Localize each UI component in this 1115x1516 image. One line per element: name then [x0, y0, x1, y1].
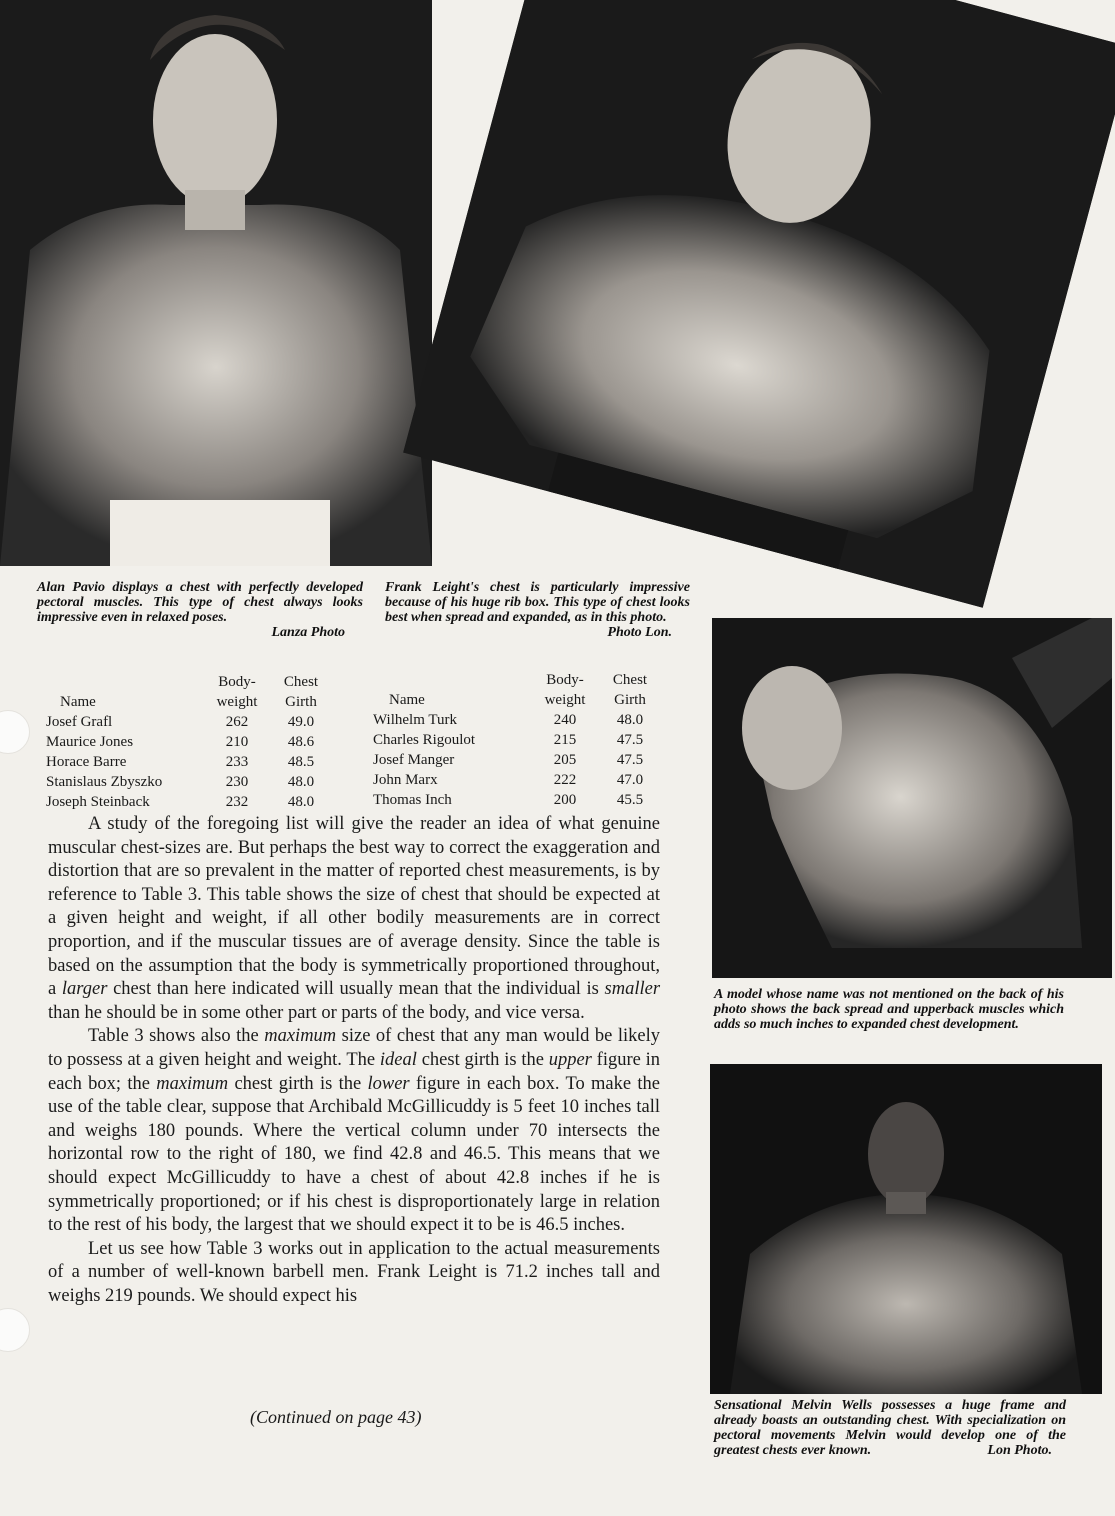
paragraph-1: A study of the foregoing list will give the reader an idea of what genuine muscular chest-sizes are. But perhaps the best way to correct the exaggeration and distortion that are so prevalent in the matter of reported chest measurements, is by reference to Table 3. This table shows the size of chest that should be expected at a given height and weight, if all other bodily measurements are in correct proportion, and if the muscular tissues are of average density. Since the table is based on the assumption that the body is symmetrically proportioned throughout, a larger chest than here indicated will usually mean that the individual is smaller than he should be in some other part or parts of the body, and vice versa.: [48, 814, 661, 1023]
caption-back-model: A model whose name was not mentioned on the back of his photo shows the back spread and upperback muscles which adds so much inches to expanded chest development.: [714, 987, 1064, 1032]
credit-lanza-photo: Lanza Photo: [271, 625, 345, 640]
paragraph-3: Let us see how Table 3 works out in application to the actual measurements of a number of well-known barbell men. Frank Leight is 71.2 inches tall and weighs 219 pounds. We should expect his: [48, 1238, 660, 1306]
continued-note: (Continued on page 43): [250, 1407, 422, 1427]
table-row: Stanislaus Zbyszko 230 48.0: [46, 774, 315, 790]
credit-photo-lon: Photo Lon.: [607, 625, 672, 640]
paragraph-2: Table 3 shows also the maximum size of chest that any man would be likely to possess at a given height and weight. The ideal chest girth is the upper figure in each box; the maximum chest girth is the lower figure in each box. To make the use of the table clear, suppose that Archibald McGillicuddy is 5 feet 10 inches tall and weighs 180 pounds. Where the vertical column under 70 intersects the horizontal row to the right of 180, we find 42.8 and 46.5. This means that we should expect McGillicuddy to have a chest of about 42.8 inches if he is symmetrically proportioned; or if his chest is disproportionately large in relation to the rest of his body, the largest that we should expect it to be is 46.5 inches.: [48, 1026, 661, 1236]
table-row: John Marx 222 47.0: [373, 772, 644, 788]
credit-lon-photo: Lon Photo.: [987, 1443, 1052, 1458]
header-chest-bottom: Girth: [285, 694, 317, 710]
table-row: Wilhelm Turk 240 48.0: [373, 712, 644, 728]
punch-hole-middle: [0, 710, 30, 754]
header-bodyweight-top: Body-: [218, 674, 256, 690]
caption-melvin-wells: Sensational Melvin Wells possesses a huge frame and already boasts an outstanding chest. With specialization on pectoral movements Melvin would develop one of the greatest chests ever known. Lon Photo.: [714, 1398, 1066, 1458]
article-body: [48, 813, 660, 1308]
table-row: Joseph Steinback 232 48.0: [46, 794, 315, 810]
header-bodyweight-bottom: weight: [544, 692, 586, 708]
table-row: Charles Rigoulot 215 47.5: [373, 732, 644, 748]
table-row: Maurice Jones 210 48.6: [46, 734, 315, 750]
caption-alan-pavio: Alan Pavio displays a chest with perfectly developed pectoral muscles. This type of chest always looks impressive even in relaxed poses. Lanza Photo: [37, 580, 363, 640]
punch-hole-bottom: [0, 1308, 30, 1352]
header-name: Name: [60, 694, 96, 710]
header-chest-top: Chest: [612, 672, 648, 688]
header-chest-top: Chest: [283, 674, 319, 690]
header-name: Name: [389, 692, 425, 708]
table-row: Thomas Inch 200 45.5: [373, 792, 644, 808]
caption-frank-leight: Frank Leight's chest is particularly impressive because of his huge rib box. This type of chest looks best when spread and expanded, as in this photo. Photo Lon.: [385, 580, 690, 640]
photo-frank-leight: [403, 0, 1115, 608]
chest-table-left: [46, 672, 336, 812]
table-row: Horace Barre 233 48.5: [46, 754, 315, 770]
header-bodyweight-top: Body-: [546, 672, 584, 688]
photo-melvin-wells: [710, 1064, 1102, 1394]
header-bodyweight-bottom: weight: [216, 694, 258, 710]
table-row: Josef Manger 205 47.5: [373, 752, 644, 768]
header-chest-bottom: Girth: [614, 692, 646, 708]
photo-alan-pavio: [0, 0, 432, 566]
chest-table-right: [373, 670, 663, 810]
table-row: Josef Grafl 262 49.0: [46, 714, 315, 730]
photo-back-model: [712, 618, 1112, 978]
